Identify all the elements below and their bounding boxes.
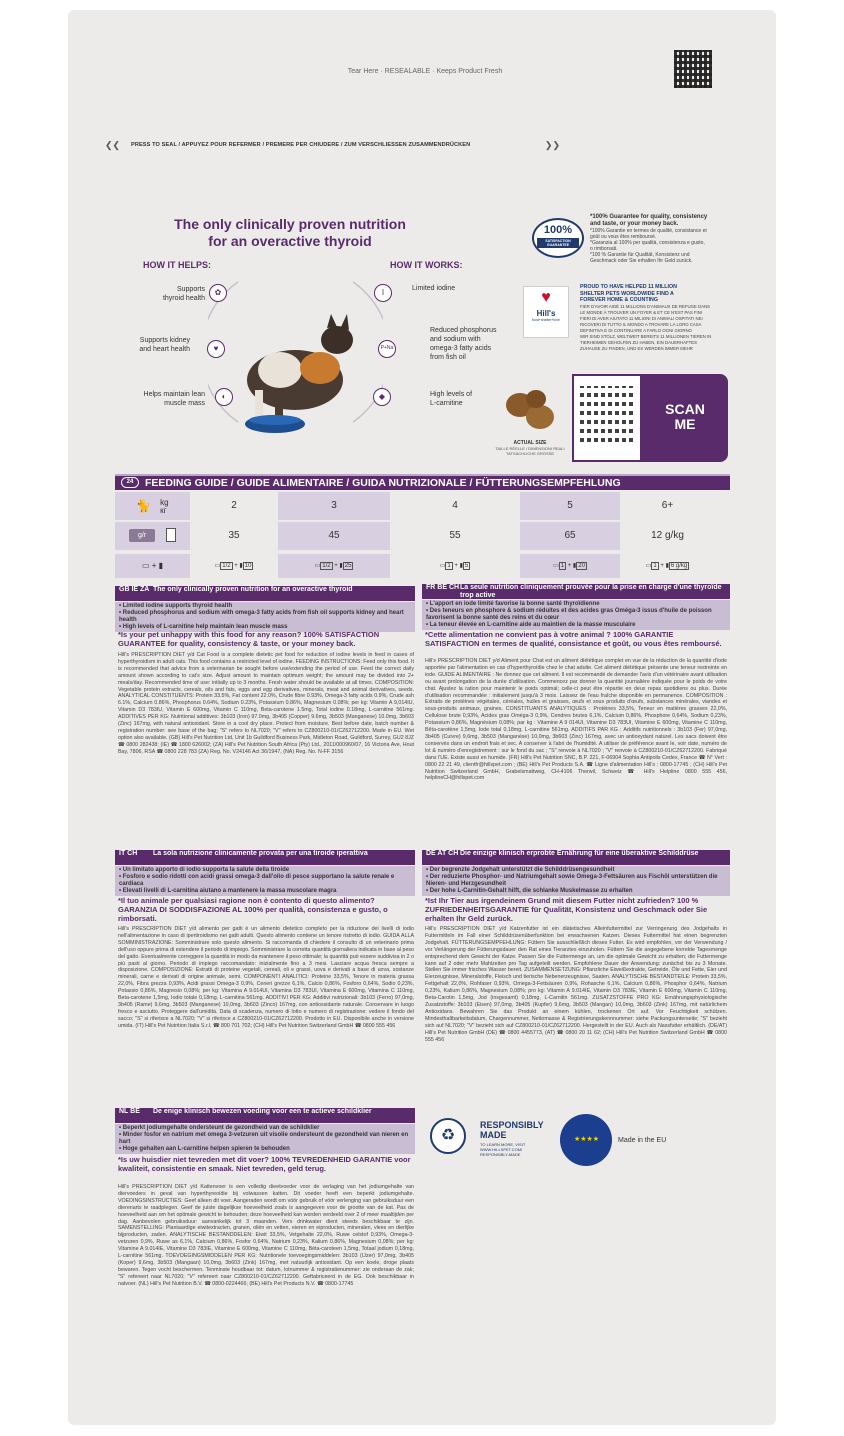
works-item-3 xyxy=(430,390,472,408)
how-it-helps-title: HOW IT HELPS: xyxy=(143,260,211,270)
feeding-guide-bar xyxy=(115,474,730,490)
responsibly-title-1: RESPONSIBLY xyxy=(480,1120,544,1130)
fr-title: La seule nutrition cliniquement prouvée pour la prise en charge d'une thyroïde trop active xyxy=(460,584,722,599)
works-item-3-line-2: L-carnitine xyxy=(430,400,463,407)
gram-cell-3: 55 xyxy=(449,530,461,541)
it-body: Hill's PRESCRIPTION DIET y/d alimento per gatti è un alimento dietetico completo per la riduzione dei livelli di iodio nell'alimentazione in caso di ipertiroidismo nei gatti adulti. Questo alimento contiene un tenore ristretto di iodio. GUIDA ALLA SOMMINISTRAZIONE: Somministrare solo questo alimento. Si raccomanda di chiedere il consulto di un veterinario prima dell'uso oppure prima di estendere il periodo di impiego. Somministrare la corretta quantità giornaliera indicata in base al peso del gatto. Eventualmente correggere la quantità in modo da mantenere il peso ottimale; la quantità può essere suddivisa in 2 o più pasti al giorno. Periodo di impiego raccomandato: inizialmente fino a 3 mesi. Lasciare acqua fresca sempre a disposizione. COMPOSIZIONE: Estratti di proteine vegetali, cereali, oli e grassi, uova e derivati a base di uova, sostanze minerali, carne e derivati di origine animale, semi. COMPONENTI ANALITICI: Proteine 33,5%, Tenore in materia grassa 22,0%, Fibra grezza 0,93%, Acidi grassi Omega-3 0,9%, Ceneri grezze 6,1%, Calcio 0,86%, Fosforo 0,64%, Sodio 0,23%, Potassio 0,86%, Magnesio 0,08%; per kg: Vitamina A 9.014UI, Vitamina D3 783UI, Vitamina E 600mg, Vitamina C 110mg, Beta-carotene 1,5mg, Iodio totale 0,18mg, L-carnitina 561mg. ADDITIVI PER KG: Additivi nutrizionali: 3b103 (Ferro) 97,0mg, 3b405 (Rame) 9,6mg, 3b503 (Manganese) 10,0mg, 3b603 (Zinco) 167mg, con antiossidante naturale. Conservare in luogo fresco e asciutto. Proteggere dall'umidità. Data di scadenza, numero di lotto e numero di registrazione: vedere il fondo del sacco; "S" si riferisce a NL7020; "V" si riferisce a CZ800210-01/CZ62712200. Prodotto in EU. Disponibile anche in versione umida. (IT) Hill's Pet Nutrition Italia S.r.l. ☎ 800 701 702; (CH) Hill's Pet Nutrition Switzerland GmbH ☎ 0800 555 456 xyxy=(118,926,414,1029)
thyroid-icon: ✿ xyxy=(209,284,227,302)
guarantee-line-3: *100% Garantie en termes de qualité, consistance et xyxy=(590,228,707,234)
gb-bullet-3: • High levels of L-carnitine help maintain lean muscle mass xyxy=(119,624,288,630)
weight-cell-2: 3 xyxy=(278,492,390,520)
it-title: La sola nutrizione clinicamente provata per una tiroide iperattiva xyxy=(153,850,368,857)
de-title: Die einzige klinisch erprobte Ernährung für eine überaktive Schilddrüse xyxy=(460,850,699,857)
nl-bullet-1: • Beperkt jodiumgehalte ondersteunt de gezondheid van de schildklier xyxy=(119,1125,320,1131)
carnitine-icon: ◆ xyxy=(373,388,391,406)
fr-body: Hill's PRESCRIPTION DIET y/d Aliment pour Chat est un aliment diététique complet en vue de la réduction de la quantité d'iode apportée par l'alimentation en cas d'hyperthyroïdie chez le chat adulte. Cet aliment diététique présente une teneur restreinte en iode. GUIDE ALIMENTAIRE : Ne donnez que cet aliment. Il est recommandé de demander l'avis d'un vétérinaire avant utilisation ou avant prolongation de la durée d'utilisation. Commencez par donner la quantité journalière indiquée pour le poids de votre chat. Ajustez la ration pour maintenir le poids optimal; celle-ci peut être répartie en deux repas quotidiens ou plus. Durée d'utilisation recommandée : initialement jusqu'à 3 mois. Laissez de l'eau fraîche disponible en permanence. COMPOSITION : Extraits de protéines végétales, céréales, huiles et graisses, œufs et sous produits d'œufs, substances minérales, viandes et sous-produits animaux, graines. CONSTITUANTS ANALYTIQUES : Protéines 33,5%, Teneur en matières grasses 22,0%, Cellulose brute 0,93%, Acides gras Oméga-3 0,9%, Cendres brutes 6,1%, Calcium 0,86%, Phosphore 0,64%, Sodium 0,23%, Potassium 0,86%, Magnésium 0,08%; par kg : Vitamine A 9 014UI, Vitamine D3 783UI, Vitamine E 600mg, Vitamine C 110mg, Bêta-carotène 1,5mg, Iode total 0,18mg, L-carnitine 561mg. ADDITIFS PAR KG : Additifs nutritionnels : 3b103 (Fer) 97,0mg, 3b405 (Cuivre) 9,6mg, 3b503 (Manganèse) 10,0mg, 3b603 (Zinc) 167mg, avec un antioxydant naturel. Les sacs doivent être conservés dans un endroit frais et sec. A conserver à l'abri de l'humidité. A utiliser de préférence avant le, voir date, numéro de lot & numéro d'enregistrement : sur le fond du sac ; "S" renvoie à NL7020 ; "V" renvoie à CZ800210-01/CZ62712200. Fabriqué dans l'UE. Existe aussi en humide. (FR) Hill's Pet Nutrition SNC, B.P. 221, F-06904 Sophia Antipolis Cedex, France ☎ N° Vert : 0800 22 21 49, clientfr@hillspet.com ; (BE) Hill's Pet Products S.A. ☎ Ligne d'alimentation Hill's : 0800-17745 ; (CH) Hill's Pet Nutrition Switzerland GmbH, Grabelsmattweg, CH-4106 Therwil, Schweiz ☎ Hill's Helpline 0800 555 456, helplineCH@hillspet.com xyxy=(425,658,727,782)
de-code: DE AT CH xyxy=(426,850,459,857)
works-item-2-line-3: omega-3 fatty acids xyxy=(430,345,492,352)
shelter-line-2: LE MONDE À TROUVER UN FOYER & ET CE N'EST PAS FINI xyxy=(580,309,703,315)
it-bullet-3: • Elevati livelli di L-carnitina aiutano a mantenere la massa muscolare magra xyxy=(119,888,337,894)
mixed-header: ▭ + ▮ xyxy=(115,554,190,578)
fr-bullet-2: • Des teneurs en phosphore & sodium réduites et des acides gras Oméga-3 issus d'huile de poisson favorisent la bonne santé des reins et du cœur xyxy=(426,608,712,621)
muscle-icon: ◐ xyxy=(215,388,233,406)
mixed-can-1: 1/2 xyxy=(222,563,231,569)
de-bullet-2: • Der reduzierte Phosphor- und Natriumgehalt sowie Omega-3-Fettsäuren aus Fischöl unterstützen die Nieren- und Herzgesundheit xyxy=(426,874,718,887)
gram-cell-4: 65 xyxy=(520,522,620,550)
kg-text: kg xyxy=(160,498,169,508)
weight-cell-5: 6+ xyxy=(661,500,674,511)
mixed-bag-3: 5 xyxy=(464,563,469,569)
actual-size-label: ACTUAL SIZE xyxy=(513,440,547,446)
guarantee-line-5: *Garanzia al 100% per qualità, consistenza e gusto, xyxy=(590,240,705,246)
kg-sub-text: кг xyxy=(160,506,167,516)
gr-text: g/r xyxy=(138,531,147,539)
fr-code: FR BE CH xyxy=(426,584,460,591)
gb-code: GB IE ZA xyxy=(119,586,150,593)
mixed-cell-5: ▭ 1 + ▮ 6 g/kg xyxy=(645,563,688,569)
shelter-line-4: RICOVERI DI TUTTO IL MONDO A TROVARE LA LORO CASA xyxy=(580,321,702,327)
it-panel-header xyxy=(115,850,415,865)
nl-code: NL BE xyxy=(119,1108,140,1115)
helps-item-2-line-2: and heart health xyxy=(139,346,190,353)
bowl-icon xyxy=(129,529,155,542)
actual-size-line-1: TAILLE RÉELLE / DIMENSIONI REALI xyxy=(495,446,565,451)
helps-item-1-line-1: Supports xyxy=(176,286,205,293)
works-item-2-line-1: Reduced phosphorus xyxy=(430,327,497,334)
de-bullets xyxy=(422,866,730,896)
fr-bullets xyxy=(422,600,730,630)
nl-title: De enige klinisch bewezen voeding voor een te actieve schildklier xyxy=(153,1108,372,1115)
press-to-seal-text: PRESS TO SEAL / APPUYEZ POUR REFERMER / PREMERE PER CHIUDERE / ZUM VERSCHLIESSEN ZUSAMMENDRÜCKEN xyxy=(131,142,471,148)
cat-weight-header xyxy=(115,492,190,520)
datamatrix-code xyxy=(674,50,712,88)
works-item-2-line-2: and sodium with xyxy=(430,336,481,343)
guarantee-line-7: *100 % Garantie für Qualität, Konsistenz und xyxy=(590,252,690,258)
iodine-icon-label: I xyxy=(381,288,385,297)
responsibly-line-3: RESPONSIBLY-MADE xyxy=(480,1152,521,1157)
responsibly-made-text xyxy=(480,1120,570,1157)
responsibly-line-2: WWW.HILLSPET.COM/ xyxy=(480,1147,523,1152)
cat-eating-image xyxy=(225,300,370,440)
headline xyxy=(150,216,430,250)
gram-cell-1: 35 xyxy=(228,530,240,541)
qr-code[interactable] xyxy=(572,374,642,462)
dry-bag-icon xyxy=(166,528,176,542)
it-bullets xyxy=(115,866,415,896)
satisfaction-badge xyxy=(532,218,584,258)
nl-guarantee: *Is uw huisdier niet tevreden met dit voer? 100% TEVREDENHEID GARANTIE voor kwaliteit, consistentie en smaak. Niet tevreden, geld terug. xyxy=(118,1155,411,1173)
nl-bullet-2: • Minder fosfor en natrium met omega 3-vetzuren uit visolie ondersteunt de gezondheid van nieren en hart xyxy=(119,1132,409,1145)
actual-size xyxy=(490,440,570,456)
shelter-line-6: WIR SIND STOLZ, WELTWEIT BEREITS 11 MILLIONEN TIEREN IN xyxy=(580,333,712,339)
nl-bullets xyxy=(115,1124,415,1154)
helps-item-2 xyxy=(110,336,190,354)
fr-bullet-3: • La teneur élevée en L-carnitine aide au maintien de la masse musculaire xyxy=(426,622,636,628)
guarantee-line-8: Geschmack oder Sie erhalten Ihr Geld zurück. xyxy=(590,258,693,264)
mixed-can-3: 1 xyxy=(447,563,451,569)
me-label: ME xyxy=(674,416,696,432)
weight-cell-3: 4 xyxy=(452,500,458,511)
gb-title: The only clinically proven nutrition for an overactive thyroid xyxy=(153,586,353,593)
scan-me-panel[interactable] xyxy=(642,374,728,462)
feeding-guide-title: FEEDING GUIDE / GUIDE ALIMENTAIRE / GUIDA NUTRIZIONALE / FÜTTERUNGSEMPFEHLUNG xyxy=(145,477,621,489)
nl-body: Hill's PRESCRIPTION DIET y/d Kattenvoer is een volledig dieetvoeder voor de verlaging van het jodiumgehalte van diervoeders in geval van hyperthyreoïdie bij volwassen katten. Dit voeder heeft een beperkt jodiumgehalte. VOEDINGSINSTRUCTIES: Geef alleen dit voer. Aangeraden wordt om vóór gebruik of vóór verlenging van gebruiksduur een dierenarts te raadplegen. Geef de juiste dagelijkse hoeveelheid zoals is aangegeven voor de grootte van de kat. Pas de hoeveelheid aan om het optimale gewicht te behouden; deze hoeveelheid kan worden verdeeld over 2 of meer maaltijden per dag. Aanbevolen gebruiksduur: aanvankelijk tot 3 maanden. Vers drinkwater dient steeds beschikbaar te zijn. SAMENSTELLING: Plantaardige eiwitextracten, granen, oliën en vetten, eieren en eiproducten, mineralen, vlees en dierlijke bijproducten, zaden. ANALYTISCHE BESTANDDELEN: Eiwit 33,5%, Vetgehalte 22,0%, Ruwe celstof 0,93%, Omega-3-vetzuren 0,9%, Ruwe as 6,1%, Calcium 0,86%, Fosfor 0,64%, Natrium 0,23%, Kalium 0,86%, Magnesium 0,08%; per kg: Vitamine A 9.014IE, Vitamine D3 783IE, Vitamine E 600mg, Vitamine C 110mg, Bèta-caroteen 1,5mg, Totaal jodium 0,18mg, L-carnitine 561mg. TOEVOEGINGSMIDDELEN PER KG: Nutritionele toevoegingsmiddelen: 3b103 (IJzer) 97,0mg, 3b405 (Koper) 9,6mg, 3b503 (Mangaan) 10,0mg, 3b603 (Zink) 167mg, met natuurlijk antioxidant. Op een koele, droge plaats bewaren. Tegen vocht beschermen. Tenminste houdbaar tot: datum, lotnummer & registratienummer: zie onderaan de zak; "S" refereert naar NL7020; "V" refereert naar CZ800210-01/CZ62712200. Geftabriceerd in de EG. Ook beschikbaar in natvoer. (NL) Hill's Pet Nutrition B.V. ☎ 0800-0224466; (BE) Hill's Pet Products N.V. ☎ 0800-17745 xyxy=(118,1184,414,1287)
24h-icon xyxy=(121,477,139,488)
works-item-1-line-1: Limited iodine xyxy=(412,285,456,292)
mixed-bag-5: 6 g/kg xyxy=(670,563,688,569)
responsibly-line-1: TO LEARN MORE, VISIT xyxy=(480,1142,526,1147)
gb-panel-header xyxy=(115,586,415,601)
shelter-line-5: DEFINITIVA E DI CONTINUARE A FARLO OGNI GIORNO xyxy=(580,327,692,333)
made-in-eu: Made in the EU xyxy=(618,1137,667,1144)
feeding-row-weights xyxy=(115,492,715,520)
mixed-cell-3: ▭ 1 + ▮ 5 xyxy=(439,563,469,569)
qr-pattern xyxy=(580,386,636,442)
it-bullet-1: • Un limitato apporto di iodio supporta la salute della tiroide xyxy=(119,867,290,873)
fr-panel-header xyxy=(422,584,730,599)
mixed-can-2: 1/2 xyxy=(322,563,331,569)
guarantee-text xyxy=(590,214,730,264)
guarantee-line-1: *100% Guarantee for quality, consistency xyxy=(590,214,708,220)
shelter-title-3: FOREVER HOME & COUNTING xyxy=(580,297,658,303)
iodine-icon xyxy=(374,284,392,302)
gram-header xyxy=(115,522,190,550)
shelter-text xyxy=(580,284,730,352)
headline-line-2: for an overactive thyroid xyxy=(208,233,372,249)
shelter-line-1: FIER D'AVOIR AIDÉ 11 MILLIONS D'ANIMAUX DE REFUGE DANS xyxy=(580,303,710,309)
phosphorus-icon-label: P+Na xyxy=(380,345,394,351)
tear-here-text: Tear Here · RESEALABLE · Keeps Product Fresh xyxy=(347,68,503,75)
helps-item-3-line-2: muscle mass xyxy=(164,400,205,407)
shelter-title-1: PROUD TO HAVE HELPED 11 MILLION xyxy=(580,284,677,290)
press-to-seal-strip xyxy=(105,140,560,152)
helps-item-3 xyxy=(110,390,205,408)
hills-logo-sub: food+shelter+love xyxy=(532,318,560,322)
it-code: IT CH xyxy=(119,850,138,857)
headline-line-1: The only clinically proven nutrition xyxy=(174,216,406,232)
nl-panel-header xyxy=(115,1108,415,1123)
fr-bullet-1: • L'apport en iode limité favorise la bonne santé thyroïdienne xyxy=(426,601,600,607)
fr-guarantee: *Cette alimentation ne convient pas à votre animal ? 100% GARANTIE SATISFACTION en termes de qualité, consistance et goût, ou vous êtes remboursé. xyxy=(425,630,722,648)
shelter-line-8: ZUHAUSE ZU FINDEN, UND ES WERDEN IMMER MEHR xyxy=(580,345,693,351)
helps-item-3-line-1: Helps maintain lean xyxy=(143,391,205,398)
feeding-row-grams xyxy=(115,522,715,550)
works-item-2-line-4: from fish oil xyxy=(430,354,466,361)
24h-label: 24 xyxy=(126,479,134,485)
de-bullet-3: • Der hohe L-Carnitin-Gehalt hilft, die schlanke Muskelmasse zu erhalten xyxy=(426,888,633,894)
responsibly-made-logo: ♻ xyxy=(430,1118,466,1154)
weight-cell-4: 5 xyxy=(520,492,620,520)
chevrons-left-icon: ❮❮ xyxy=(105,140,121,150)
mixed-bag-2: 25 xyxy=(344,563,352,569)
guarantee-line-4: goût ou vous êtes remboursé. xyxy=(590,234,657,240)
kibble-image xyxy=(500,385,560,435)
de-panel-header xyxy=(422,850,730,865)
works-item-2 xyxy=(430,326,497,362)
mixed-can-4: 1 xyxy=(560,563,565,569)
gb-bullets xyxy=(115,602,415,632)
shelter-title-2: SHELTER PETS WORLDWIDE FIND A xyxy=(580,290,674,297)
eu-flag-icon: ★ ★ ★ ★ xyxy=(560,1114,612,1166)
mixed-bag-4: 20 xyxy=(578,563,585,569)
de-body: Hill's PRESCRIPTION DIET y/d Katzenfutter ist ein diätetisches Alleinfuttermittel zur Verringerung des Jodgehalts in Futtermitteln im Fall einer Schilddrüsenüberfunktion bei erwachsenen Katzen. Dieses Futtermittel hat einen begrenzten Jodgehalt. FÜTTERUNGSEMPFEHLUNG: Füttern Sie ausschließlich dieses Futter. Es wird empfohlen, vor der Verwendung / vor Verlängerung der Fütterungsdauer den Rat eines Tierarztes einzuholen. Füttern Sie die angegebene korrekte Tagesmenge entsprechend dem Gewicht der Katze. Passen Sie die Futtermenge an, um die optimale Gewicht zu erhalten; die Futtermenge kann auf 2 oder mehr Mahlzeiten pro Tag aufgeteilt werden. Empfohlene Dauer der Anwendung: zunächst bis zu 3 Monate. Stellen Sie immer frisches Wasser bereit. ZUSAMMENSETZUNG: Pflanzliche Eiweißextrakte, Getreide, Öle und Fette, Eier und Eierzeugnisse, Mineralstoffe, Fleisch und tierische Nebenerzeugnisse, Saaten. ANALYTISCHE BESTANDTEILE: Protein 33,5%, Fettgehalt 22,0%, Rohfaser 0,93%, Omega-3-Fettsäuren 0,9%, Rohasche 6,1%, Calcium 0,86%, Phosphor 0,64%, Natrium 0,23%, Kalium 0,86%, Magnesium 0,08%; pro kg: Vitamin A 9.014IE, Vitamin D3 783IE, Vitamin E 600mg, Vitamin C 110mg, Beta-Carotin 1,5mg, Jod (insgesamt) 0,18mg, L-Carnitin 561mg. ZUSATZSTOFFE PRO KG: Ernährungsphysiologische Zusatzstoffe: 3b103 (Eisen) 97,0mg, 3b405 (Kupfer) 9,6mg, 3b503 (Mangan) 10,0mg, 3b603 (Zink) 167mg, mit natürlichem Antioxidans. Bewahren Sie das Produkt an einem kühlen, trockenen Ort auf. Vor Feuchtigkeit schützen. Mindesthaltbarkeitsdatum, Chargennummer, Nettomasse & Registrierungskennnummer: siehe Packungsunterseite; "S" bezieht sich auf NL7020; "V" bezieht sich auf CZ800210-01/CZ62712200. Hergestellt in der EU. Auch als Nassfutter erhältlich. (DE/AT) Hill's Pet Nutrition GmbH (DE) ☎ 0800 4455773, (AT) ☎ 0800 20 11 62; (CH) Hill's Pet Nutrition Switzerland GmbH ☎ 0800 555 456 xyxy=(425,926,727,1043)
works-item-1 xyxy=(412,284,455,293)
gb-guarantee: *Is your pet unhappy with this food for any reason? 100% SATISFACTION GUARANTEE for quality, consistency & taste, or your money back. xyxy=(118,630,380,648)
it-bullet-2: • Fosforo e sodio ridotti con acidi grassi omega-3 dall'olio di pesce supportano la salute renale e cardiaca xyxy=(119,874,395,887)
scan-label: SCAN xyxy=(665,401,705,417)
gram-cell-2: 45 xyxy=(278,522,390,550)
weight-cell-1: 2 xyxy=(231,500,237,511)
guarantee-line-2: and taste, or your money back. xyxy=(590,221,679,227)
de-bullet-1: • Der begrenzte Jodgehalt unterstützt die Schilddrüsengesundheit xyxy=(426,867,615,873)
chevrons-right-icon: ❯❯ xyxy=(544,140,560,150)
mixed-cell-1: ▭ 1/2 + ▮ 10 xyxy=(214,563,252,569)
mixed-cell-4: ▭ 1 + ▮ 20 xyxy=(520,554,620,578)
it-guarantee: *Il tuo animale per qualsiasi ragione non è contento di questo alimento? GARANZIA DI SODDISFAZIONE AL 100% per qualità, consistenza e gusto, o rimborsati. xyxy=(118,896,388,923)
helps-item-1 xyxy=(160,285,205,303)
kidney-icon: ♥ xyxy=(207,340,225,358)
phosphorus-icon xyxy=(378,340,396,358)
hills-logo-text: Hill's xyxy=(536,309,556,318)
house-heart-icon: ♥ xyxy=(541,289,551,306)
badge-percent: 100% xyxy=(543,224,573,236)
gb-bullet-2: • Reduced phosphorus and sodium with omega-3 fatty acids from fish oil supports kidney and heart health xyxy=(119,610,404,623)
cat-icon: 🐈 xyxy=(136,499,152,513)
actual-size-line-2: TATSÄCHLICHE GRÖSSE xyxy=(505,451,555,456)
helps-item-2-line-1: Supports kidney xyxy=(139,337,190,344)
responsibly-title-2: MADE xyxy=(480,1130,507,1140)
hills-shelter-logo xyxy=(523,286,569,338)
how-it-works-title: HOW IT WORKS: xyxy=(390,260,463,270)
badge-label: SATISFACTION GUARANTEE xyxy=(537,238,579,248)
kg-label xyxy=(160,499,168,515)
nl-bullet-3: • Hoge gehalten aan L-carnitine helpen spieren te behouden xyxy=(119,1146,290,1152)
gb-bullet-1: • Limited iodine supports thyroid health xyxy=(119,603,233,609)
gb-body: Hill's PRESCRIPTION DIET y/d Cat Food is a complete dietetic pet food for reduction of iodine levels in feed in cases of hyperthyroidism in adult cats. This food contains a restricted level of iodine. FEEDING INSTRUCTIONS: Feed only this food. It is recommended that advice from a veterinarian be sought before use/extending the period of use. Feed the correct daily amount shown according to cat's size. Adjust amount to maintain optimum weight; the amount may be divided into 2+ meals/day. Recommended time of use: initially up to 3 months. Fresh water should be available at all times. COMPOSITION: Vegetable protein extracts, cereals, oils and fats, eggs and egg derivatives, minerals, meat and animal derivatives, seeds. ANALYTICAL CONSTITUENTS: Protein 33.5%, Fat content 22.0%, Crude fibre 0.93%, Omega-3 fatty acids 0.9%, Crude ash 6.1%, Calcium 0.86%, Phosphorus 0.64%, Sodium 0.23%, Potassium 0.86%, Magnesium 0.08%; per kg: Vitamin A 9,014IU, Vitamin D3 783IU, Vitamin E 600mg, Vitamin C 110mg, Beta-carotene 1.5mg, Total iodine 0.18mg, L-carnitine 561mg. ADDITIVES PER KG: Nutritional additives: 3b103 (Iron) 97.0mg, 3b405 (Copper) 9.6mg, 3b503 (Manganese) 10.0mg, 3b603 (Zinc) 167mg, with natural antioxidant. Store in a cool dry place. Protect from moisture. Best before date, batch number & registration number: see base of the bag; "S" refers to NL7020; "V" refers to CZ800210-01/CZ62712200. Made in EU. Wet option also available. (GB) Hill's Pet Nutrition Ltd, Unit 1b Guildford Business Park, Midleton Road, Guildford, Surrey, GU2 8JZ ☎ 0800 282438; (IE) ☎ 1800 626002; (ZA) Hill's Pet Nutrition South Africa (Pty) Ltd., 2011/000960/07, 16 Victoria Ave, Hout Bay, 7806, RSA ☎ 0800 228 783 (ZA) Reg. No. V24146 Act 36/1947, (NA) Reg. No. N-FF 3156 xyxy=(118,652,414,755)
works-item-3-line-1: High levels of xyxy=(430,391,473,398)
mixed-cell-2: ▭ 1/2 + ▮ 25 xyxy=(278,554,390,578)
gram-cell-5: 12 g/kg xyxy=(651,530,684,541)
shelter-line-3: FIERI DI AVER AIUTATO 11 MILIONI DI ANIMALI OSPITATI NEI xyxy=(580,315,703,321)
mixed-can-5: 1 xyxy=(653,563,657,569)
mixed-bag-1: 10 xyxy=(244,563,252,569)
guarantee-line-6: o rimborsati. xyxy=(590,246,618,252)
shelter-line-7: TIERHEIMEN GEHOLFEN ZU HABEN, EIN DAUERHAFTES xyxy=(580,339,697,345)
helps-item-1-line-2: thyroid health xyxy=(162,295,205,302)
feeding-row-mixed xyxy=(115,554,715,578)
de-guarantee: *Ist Ihr Tier aus irgendeinem Grund mit diesem Futter nicht zufrieden? 100 % ZUFRIEDENHEITSGARANTIE für Qualität, Konsistenz und Geschmack oder Sie erhalten Ihr Geld zurück. xyxy=(425,896,708,923)
